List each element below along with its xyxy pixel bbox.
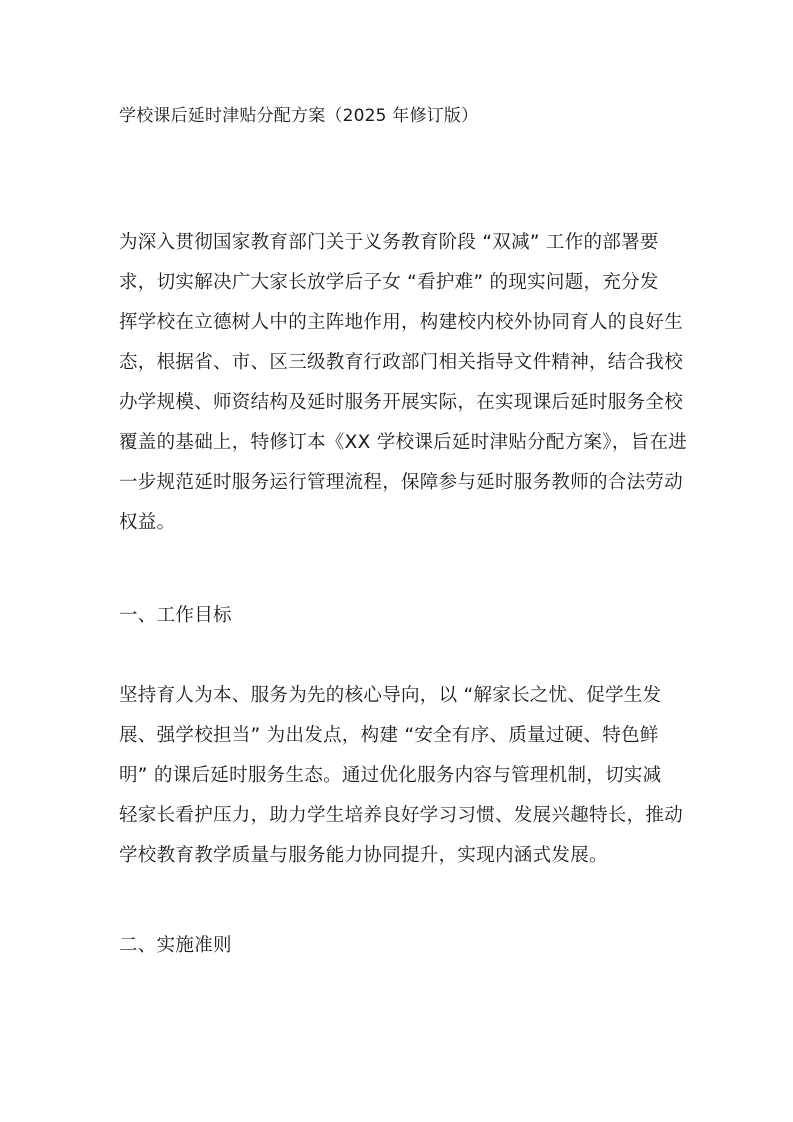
paragraph-line: 一步规范延时服务运行管理流程，保障参与延时服务教师的合法劳动 [119, 472, 684, 493]
paragraph-line: 学校教育教学质量与服务能力协同提升，实现内涵式发展。 [119, 845, 608, 866]
work-goals-paragraph [119, 676, 684, 876]
paragraph-line: 明” 的课后延时服务生态。通过优化服务内容与管理机制，切实减 [119, 765, 662, 786]
paragraph-line: 为深入贯彻国家教育部门关于义务教育阶段 “双减” 工作的部署要 [119, 232, 659, 253]
paragraph-line: 覆盖的基础上，特修订本《XX 学校课后延时津贴分配方案》，旨在进 [119, 432, 688, 453]
document-title: 学校课后延时津贴分配方案（2025 年修订版） [119, 106, 479, 126]
paragraph-line: 轻家长看护压力，助力学生培养良好学习习惯、发展兴趣特长，推动 [119, 805, 684, 826]
paragraph-line: 展、强学校担当” 为出发点，构建 “安全有序、质量过硬、特色鲜 [119, 725, 659, 746]
paragraph-line: 挥学校在立德树人中的主阵地作用，构建校内校外协同育人的良好生 [119, 312, 684, 333]
section-heading-work-goals: 一、工作目标 [119, 605, 232, 626]
paragraph-line: 坚持育人为本、服务为先的核心导向，以 “解家长之忧、促学生发 [119, 685, 662, 706]
paragraph-line: 求，切实解决广大家长放学后子女 “看护难” 的现实问题，充分发 [119, 272, 659, 293]
paragraph-line: 态，根据省、市、区三级教育行政部门相关指导文件精神，结合我校 [119, 352, 684, 373]
intro-paragraph [119, 223, 688, 543]
paragraph-line: 办学规模、师资结构及延时服务开展实际，在实现课后延时服务全校 [119, 392, 684, 413]
section-heading-implementation-principles: 二、实施准则 [119, 935, 232, 956]
paragraph-line: 权益。 [119, 512, 176, 533]
